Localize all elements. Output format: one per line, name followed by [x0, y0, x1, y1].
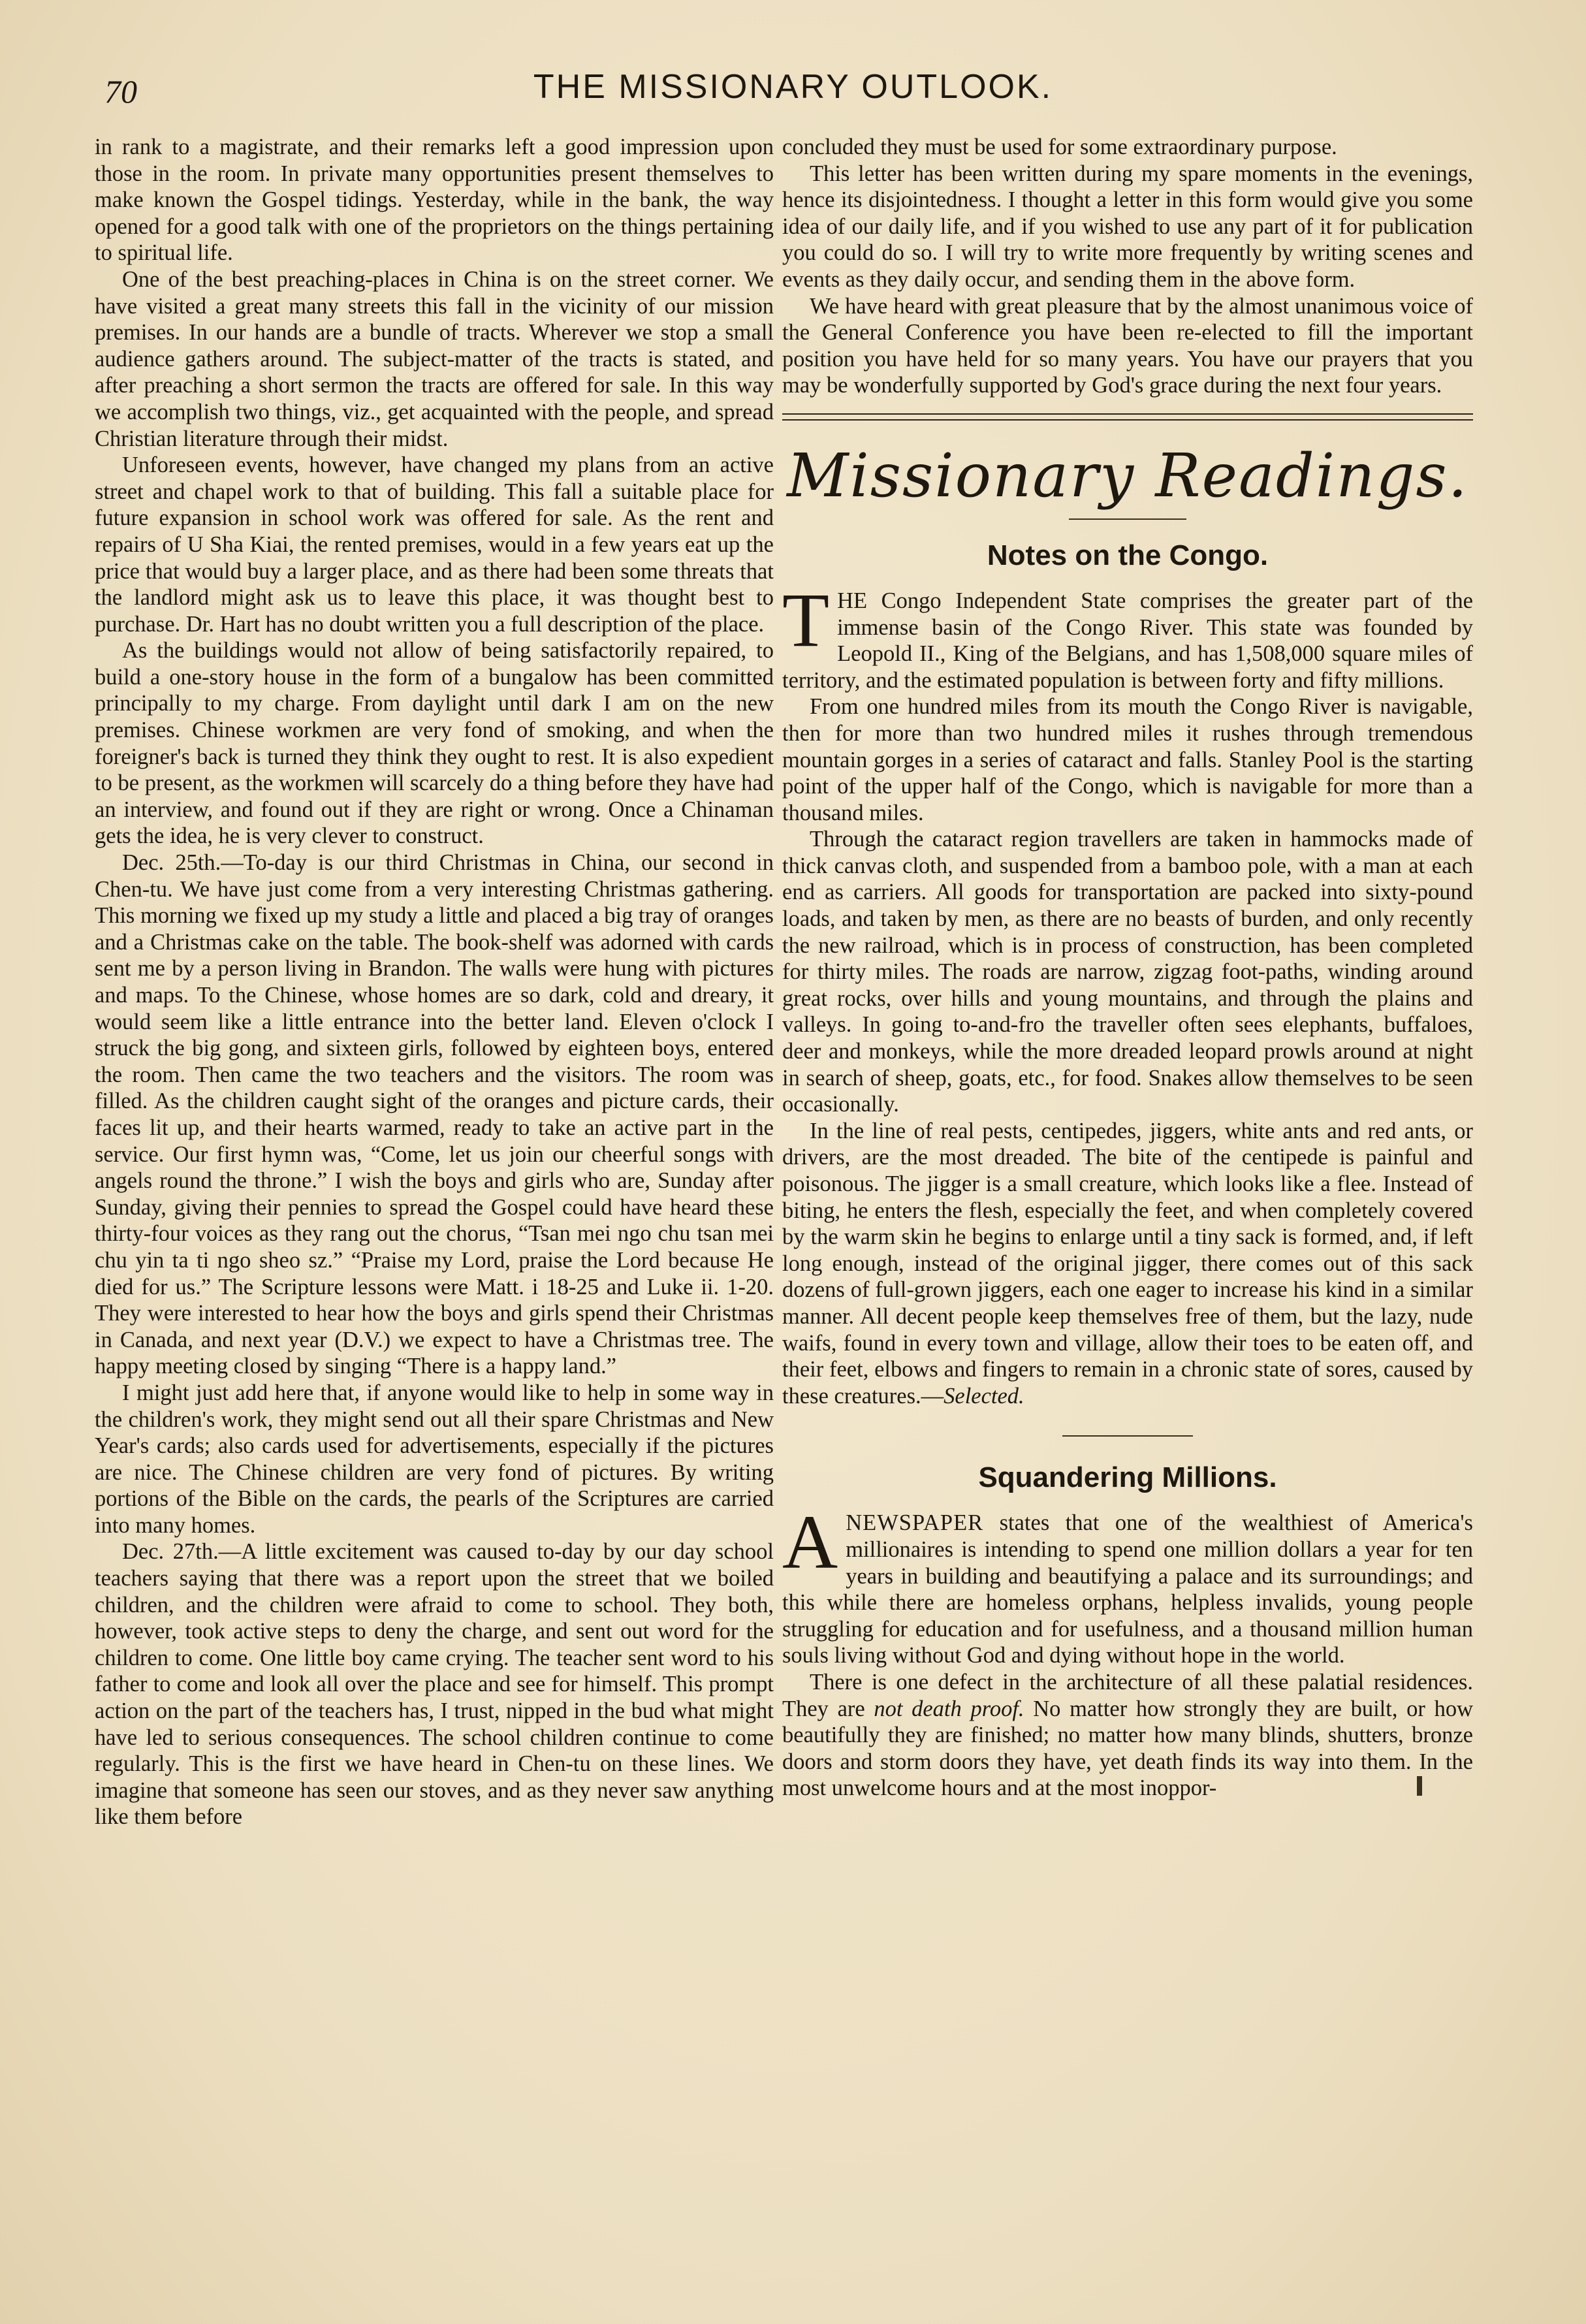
- section-divider: [782, 413, 1473, 421]
- article-title-congo: Notes on the Congo.: [987, 539, 1269, 571]
- paragraph-text: In the line of real pests, centipedes, jiggers, white ants and red ants, or drivers, are the most dreaded. The bite of the centipede is painful and poisonous. The jigger is a small creature, which looks like a flee. Instead of biting, he enters the flesh, especially the feet, and when completely covered by the warm skin he begins to enlarge until a tiny sack is formed, and, if left long enough, instead of the original jigger, there comes out of this sack dozens of full-grown jiggers, each one eager to increase his kind in a similar manner. All decent people keep themselves free of them, but the lazy, nude waifs, found in every town and village, allow their toes to be eaten off, and their feet, elbows and fingers to remain in a chronic state of sores, caused by these creatures.—: [782, 1118, 1473, 1409]
- page-header: [98, 62, 1488, 114]
- paragraph: Dec. 27th.—A little excitement was caused to-day by our day school teachers saying that there was a report upon the street that we boiled children, and the children were afraid to come to school. They both, however, took active steps to deny the charge, and sent out word for the children to come. One little boy came crying. The teacher sent word to his father to come and look all over the place and see for himself. This prompt action on the part of the teachers has, I trust, nipped in the bud what might have led to serious consequences. The school children continue to come regularly. This is the first we have heard in Chen-tu on these lines. We imagine that someone has seen our stoves, and as they never saw anything like them before: [95, 1539, 774, 1830]
- paragraph: From one hundred miles from its mouth the Congo River is navigable, then for more than two hundred miles it rushes through tremendous mountain gorges in a series of cataract and falls. Stanley Pool is the starting point of the upper half of the Congo, which is navigable for more than a thousand miles.: [782, 694, 1473, 825]
- section-heading: Missionary Readings.: [787, 440, 1468, 511]
- paragraph: [782, 1499, 1473, 1669]
- drop-cap: A: [782, 1499, 838, 1585]
- drop-cap: T: [782, 577, 830, 663]
- right-column: [782, 134, 1473, 1802]
- paragraph-text: states that one of the wealthiest of America's millionaires is intending to spend one million dollars a year for ten years in building and beautifying a palace and its surroundings; and this while there are homeless orphans, helpless invalids, young people struggling for education and for usefulness, and a thousand million human souls living without God and dying without hope in the world.: [782, 1510, 1473, 1668]
- journal-title: THE MISSIONARY OUTLOOK.: [533, 68, 1053, 106]
- paragraph: One of the best preaching-places in China is on the street corner. We have visited a great many streets this fall in the vicinity of our mission premises. In our hands are a bundle of tracts. Wherever we stop a small audience gathers around. The subject-matter of the tracts is stated, and after preaching a short sermon the tracts are offered for sale. In this way we accomplish two things, viz., get acquainted with the people, and spread Christian literature through their midst.: [95, 266, 774, 451]
- paragraph: [782, 1669, 1473, 1802]
- paragraph: This letter has been written during my spare moments in the evenings, hence its disjointedness. I thought a letter in this form would give you some idea of our daily life, and if you wished to use any part of it for publication you could do so. I will try to write more frequently by writing scenes and events as they daily occur, and sending them in the above form.: [782, 161, 1473, 292]
- paragraph: [782, 577, 1473, 693]
- paragraph-text: No matter how strongly they are built, or how beautifully they are finished; no matter how many blinds, shutters, bronze doors and storm doors they have, yet death finds its way into them. In the most unwelcome hours and at the most inoppor-: [782, 1696, 1473, 1801]
- paragraph: in rank to a magistrate, and their remarks left a good impression upon those in the room. In private many opportunities present themselves to make known the Gospel tidings. Yesterday, while in the bank, the way opened for a good talk with one of the proprietors on the things pertaining to spiritual life.: [95, 135, 774, 266]
- paragraph: Through the cataract region travellers are taken in hammocks made of thick canvas cloth, and suspended from a bamboo pole, with a man at each end as carriers. All goods for transportation are packed into sixty-pound loads, and taken by men, as there are no beasts of burden, and only recently the new railroad, which is in process of construction, has been completed for thirty miles. The roads are narrow, zigzag foot-paths, winding around great rocks, over hills and young mountains, and through the plains and valleys. In going to-and-fro the traveller often sees elephants, buffaloes, deer and monkeys, while the more dreaded leopard prowls around at night in search of sheep, goats, etc., for food. Snakes allow themselves to be seen occasionally.: [782, 827, 1473, 1117]
- paragraph: Dec. 25th.—To-day is our third Christmas in China, our second in Chen-tu. We have just come from a very interesting Christmas gathering. This morning we fixed up my study a little and placed a big tray of oranges and a Christmas cake on the table. The book-shelf was adorned with cards sent me by a person living in Brandon. The walls were hung with pictures and maps. To the Chinese, whose homes are so dark, cold and dreary, it would seem like a little entrance into the better land. Eleven o'clock I struck the big gong, and sixteen girls, followed by eighteen boys, entered the room. Then came the two teachers and the visitors. The room was filled. As the children caught sight of the oranges and picture cards, their faces lit up, and their hearts warmed, ready to take an active part in the service. Our first hymn was, “Come, let us join our cheerful songs with angels round the throne.” I wish the boys and girls who are, Sunday after Sunday, giving their pennies to spread the Gospel could have heard these thirty-four voices as they rang out the chorus, “Tsan mei ngo chu tsan mei chu yin ta ti ngo sheo sz.” “Praise my Lord, praise the Lord because He died for us.” The Scripture lessons were Matt. i 18-25 and Luke ii. 1-20. They were interested to hear how the boys and girls spend their Christmas in Canada, and next year (D.V.) we expect to have a Christmas tree. The happy meeting closed by singing “There is a happy land.”: [95, 850, 774, 1379]
- emphasis-text: not death proof.: [874, 1696, 1024, 1721]
- paragraph: We have heard with great pleasure that by the almost unanimous voice of the General Conference you have been re-elected to fill the important position you have held for so many years. You have our prayers that you may be wonderfully supported by God's grace during the next four years.: [782, 293, 1473, 398]
- paragraph-text: HE Congo Independent State comprises the greater part of the immense basin of the Congo River. This state was founded by Leopold II., King of the Belgians, and has 1,508,000 square miles of territory, and the estimated population is between forty and fifty millions.: [782, 588, 1473, 693]
- page-number: 70: [104, 73, 137, 110]
- paragraph: concluded they must be used for some extraordinary purpose.: [782, 135, 1337, 159]
- article-title-millions: Squandering Millions.: [978, 1461, 1277, 1494]
- article-separator: [1062, 1435, 1193, 1437]
- paragraph: Unforeseen events, however, have changed my plans from an active street and chapel work to that of building. This fall a suitable place for future expansion in school work was offered for sale. As the rent and repairs of U Sha Kiai, the rented premises, would in a few years eat up the price that would buy a larger place, and as there had been some threats that the landlord might ask us to leave this place, it was thought best to purchase. Dr. Hart has no doubt written you a full description of the place.: [95, 453, 774, 637]
- paragraph-text: There is one defect in the architecture of all these palatial residences. They are: [782, 1669, 1473, 1721]
- margin-mark: [1417, 1776, 1422, 1796]
- heading-rule: [1069, 518, 1186, 520]
- paragraph: As the buildings would not allow of being satisfactorily repaired, to build a one-story house in the form of a bungalow has been committed principally to my charge. From daylight until dark I am on the new premises. Chinese workmen are very fond of smoking, and when the foreigner's back is turned they think they ought to rest. It is also expedient to be present, as the workmen will scarcely do a thing before they have had an interview, and found out if they are right or wrong. Once a Chinaman gets the idea, he is very clever to construct.: [95, 638, 774, 849]
- paragraph: [782, 1118, 1473, 1410]
- lead-word: NEWSPAPER: [846, 1510, 984, 1536]
- source-credit: Selected.: [944, 1383, 1024, 1409]
- left-column: [95, 134, 774, 1830]
- paragraph: I might just add here that, if anyone would like to help in some way in the children's work, they might send out all their spare Christmas and New Year's cards; also cards used for advertisements, especially if the pictures are nice. The Chinese children are very fond of pictures. By writing portions of the Bible on the cards, the pearls of the Scriptures are carried into many homes.: [95, 1380, 774, 1538]
